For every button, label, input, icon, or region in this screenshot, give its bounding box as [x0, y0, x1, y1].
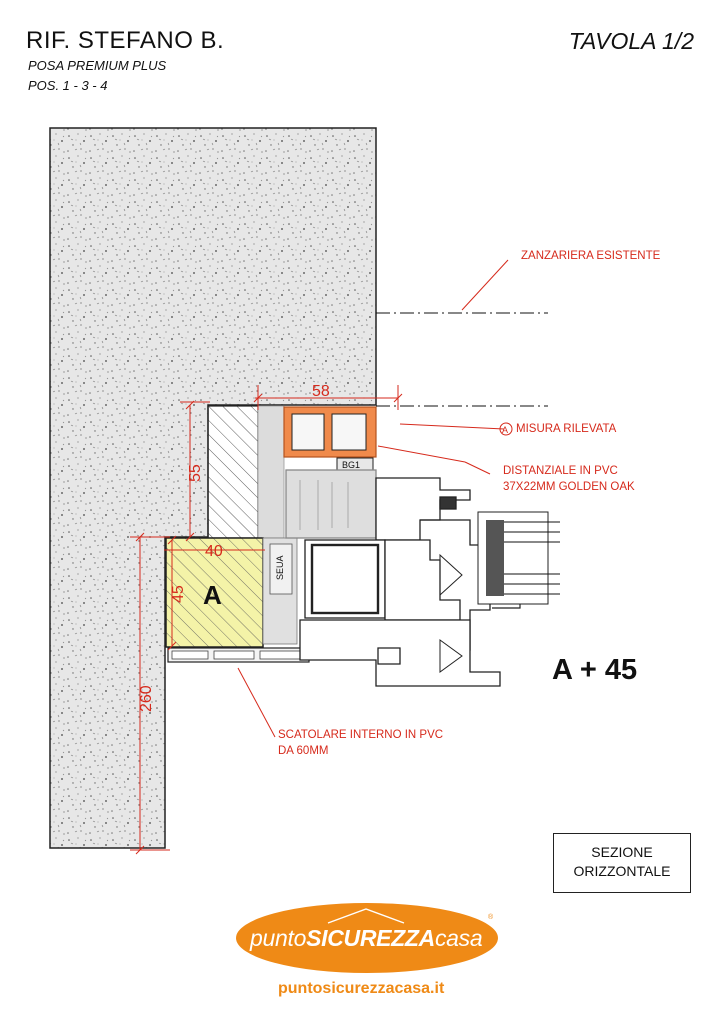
- section-label-box: [553, 833, 691, 893]
- drawing-title: RIF. STEFANO B.: [26, 27, 225, 54]
- logo-part-punto: punto: [250, 925, 307, 951]
- seua-label: SEUA: [275, 555, 285, 580]
- brand-url[interactable]: puntosicurezzacasa.it: [278, 980, 445, 997]
- leader-inner-box: [238, 668, 275, 737]
- measured-marker-letter: A: [502, 425, 509, 435]
- annotation-mosquito-net: ZANZARIERA ESISTENTE: [521, 250, 661, 262]
- annotation-spacer-line2: 37X22MM GOLDEN OAK: [503, 481, 635, 493]
- dim-260-text: 260: [138, 685, 155, 712]
- leader-spacer: [378, 446, 465, 462]
- logo-part-sicurezza: SICUREZZA: [306, 925, 435, 951]
- installation-type: POSA PREMIUM PLUS: [28, 58, 167, 73]
- leader-mosquito-net: [462, 260, 508, 310]
- dim-40-text: 40: [205, 543, 223, 560]
- section-line1: SEZIONE: [591, 844, 653, 860]
- dim-55-text: 55: [187, 464, 204, 482]
- dim-45-text: 45: [170, 585, 187, 603]
- formula-label: A + 45: [552, 654, 638, 686]
- inner-pvc-box: [168, 648, 309, 662]
- block-a-label: A: [203, 580, 222, 610]
- positions-label: POS. 1 - 3 - 4: [28, 78, 108, 93]
- orange-spacer: [284, 407, 376, 457]
- annotation-measured: MISURA RILEVATA: [516, 423, 617, 435]
- registered-mark: ®: [488, 914, 494, 921]
- annotation-spacer-line1: DISTANZIALE IN PVC: [503, 465, 618, 477]
- leader-measured: [400, 424, 504, 429]
- sheet-number: TAVOLA 1/2: [568, 28, 694, 54]
- glazing-unit: [478, 512, 560, 604]
- annotation-inner-box-line2: DA 60MM: [278, 745, 329, 757]
- bg1-label: BG1: [342, 460, 361, 470]
- section-line2: ORIZZONTALE: [573, 863, 671, 879]
- brand-logo-text: [250, 925, 482, 952]
- logo-part-casa: casa: [434, 925, 483, 951]
- dim-58-text: 58: [312, 383, 330, 400]
- annotation-inner-box-line1: SCATOLARE INTERNO IN PVC: [278, 729, 444, 741]
- hatched-frame-block: [208, 406, 284, 538]
